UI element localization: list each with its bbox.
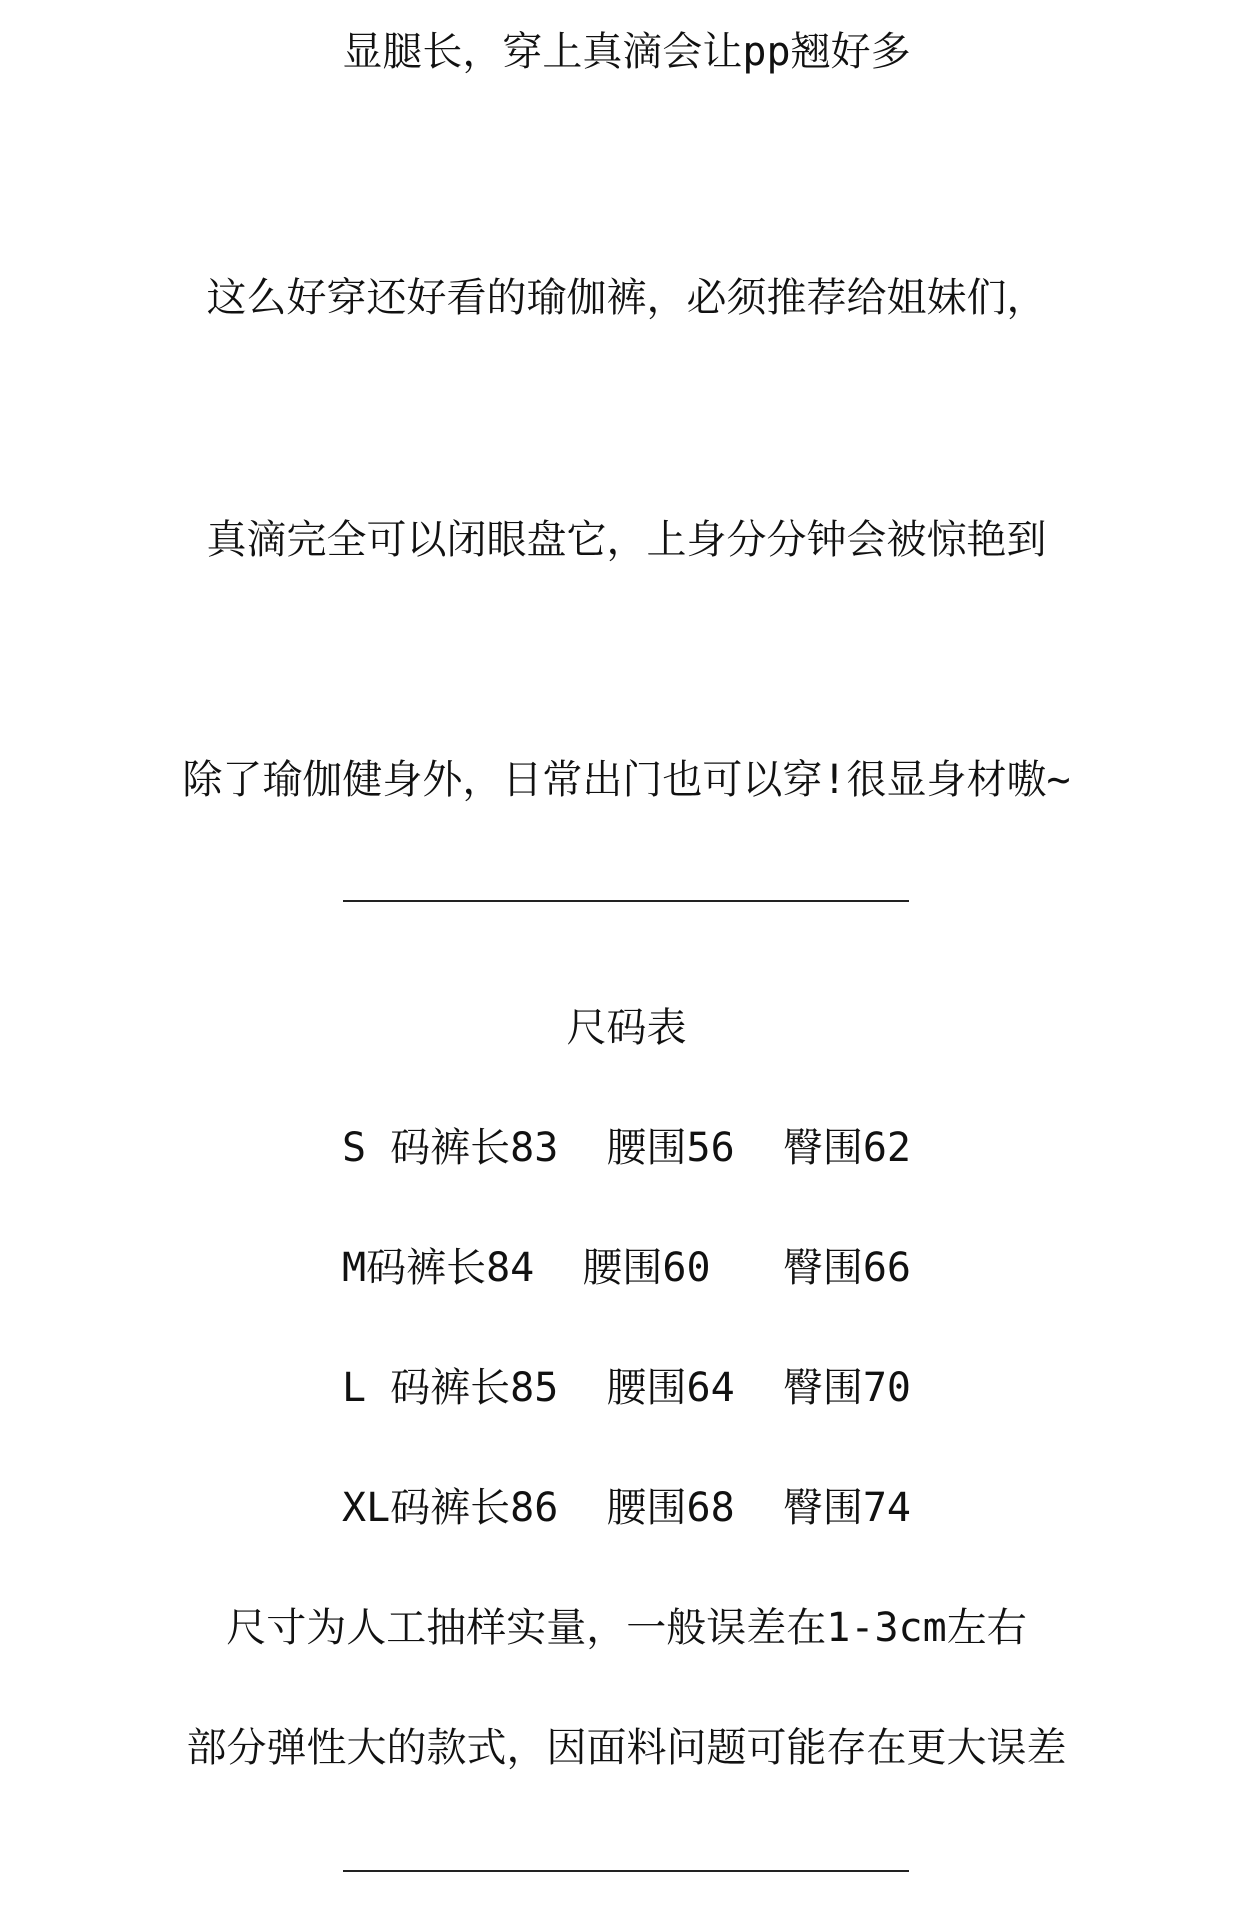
size-row-xl: XL码裤长86 腰围68 臀围74 [342,1485,911,1531]
size-row-l: L 码裤长85 腰围64 臀围70 [342,1365,911,1411]
divider-bottom [343,1870,909,1872]
measurement-note-2: 部分弹性大的款式，因面料问题可能存在更大误差 [186,1725,1067,1771]
intro-line-4: 除了瑜伽健身外，日常出门也可以穿!很显身材嗷~ [182,757,1071,803]
divider-top [343,900,909,902]
size-row-s: S 码裤长83 腰围56 臀围62 [342,1125,911,1171]
intro-line-3: 真滴完全可以闭眼盘它，上身分分钟会被惊艳到 [206,517,1047,563]
intro-line-2: 这么好穿还好看的瑜伽裤，必须推荐给姐妹们， [206,275,1047,321]
measurement-note-1: 尺寸为人工抽样实量，一般误差在1-3cm左右 [226,1605,1027,1651]
size-chart-title: 尺码表 [566,1005,687,1051]
size-row-m: M码裤长84 腰围60 臀围66 [342,1245,911,1291]
intro-line-1: 显腿长，穿上真滴会让pp翘好多 [342,29,911,75]
